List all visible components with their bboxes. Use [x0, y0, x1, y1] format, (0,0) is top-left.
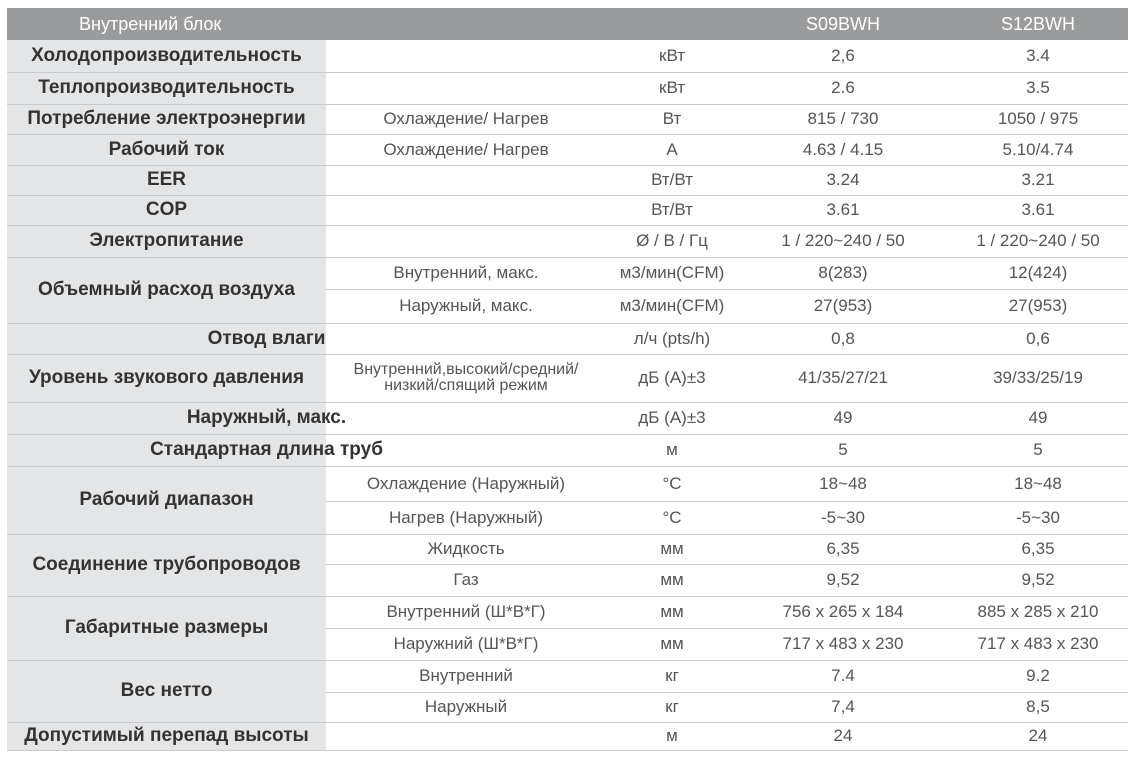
- row-param-label: Наружный, макс.: [186, 407, 347, 428]
- row-sub-label-line-1: Внутренний,высокий/средний/: [353, 361, 579, 378]
- row-value-model-2: 3.61: [1021, 200, 1055, 219]
- row-value-model-2: 5.10/4.74: [1002, 139, 1074, 159]
- row-value-model-1: 4.63 / 4.15: [802, 139, 884, 159]
- row-value-model-2: 39/33/25/19: [993, 368, 1083, 387]
- row-param-label: Электропитание: [89, 230, 244, 251]
- row-value-model-1: 18~48: [819, 473, 867, 493]
- model-2-header: S12BWH: [1000, 13, 1076, 34]
- row-param-label: Допустимый перепад высоты: [24, 725, 309, 746]
- row-value-model-1: 717 x 483 x 230: [782, 634, 904, 653]
- row-param-label: Уровень звукового давления: [28, 367, 305, 388]
- row-param-label: COP: [145, 199, 188, 220]
- row-value-model-1: 24: [833, 726, 853, 745]
- row-param-label: Вес нетто: [120, 680, 213, 701]
- row-value-model-1: 3.24: [826, 170, 860, 189]
- row-unit: мм: [660, 570, 684, 589]
- row-value-model-2: 885 x 285 x 210: [977, 602, 1099, 621]
- row-sub-label: Внутренний, макс.: [393, 263, 539, 282]
- row-value-model-2: 9.2: [1026, 666, 1050, 685]
- row-unit: м: [666, 440, 678, 459]
- row-value-model-2: 18~48: [1014, 473, 1062, 493]
- row-value-model-1: 7,4: [831, 697, 855, 716]
- row-sub-label: Жидкость: [427, 539, 505, 558]
- row-value-model-1: 3.61: [826, 200, 860, 219]
- row-unit: дБ (А)±3: [638, 408, 706, 427]
- row-unit: Вт/Вт: [651, 200, 693, 219]
- row-sub-label: Внутренний (Ш*В*Г): [386, 602, 546, 621]
- row-unit: кг: [665, 666, 679, 685]
- row-param-label: Рабочий диапазон: [79, 489, 254, 510]
- row-unit: л/ч (pts/h): [633, 328, 711, 348]
- row-unit: дБ (А)±3: [638, 368, 706, 387]
- row-unit: мм: [660, 602, 684, 621]
- row-unit: °C: [662, 473, 682, 493]
- row-value-model-1: 41/35/27/21: [798, 368, 888, 387]
- row-value-model-2: 3.4: [1026, 46, 1050, 65]
- row-sub-label: Наружный, макс.: [399, 296, 533, 315]
- row-value-model-2: 3.21: [1021, 170, 1055, 189]
- row-param-label: Потребление электроэнергии: [27, 108, 306, 129]
- row-value-model-2: 3.5: [1026, 78, 1050, 97]
- row-value-model-2: 27(953): [1008, 296, 1068, 315]
- row-unit: Ø / В / Гц: [636, 231, 708, 250]
- row-value-model-1: 6,35: [826, 539, 860, 558]
- row-value-model-1: -5~30: [821, 507, 865, 527]
- row-unit: м3/мин(CFM): [619, 296, 725, 315]
- row-value-model-2: 1050 / 975: [997, 109, 1079, 128]
- row-sub-label: Нагрев (Наружный): [388, 507, 544, 527]
- row-value-model-2: 0,6: [1026, 328, 1050, 348]
- row-unit: мм: [660, 634, 684, 653]
- row-value-model-2: 5: [1033, 440, 1043, 459]
- row-unit: кг: [665, 697, 679, 716]
- row-value-model-1: 756 x 265 x 184: [782, 602, 904, 621]
- row-sub-label: Охлаждение/ Нагрев: [383, 139, 549, 159]
- param-header: Внутренний блок: [79, 13, 222, 34]
- row-unit: м: [666, 726, 678, 745]
- row-param-label: Рабочий ток: [108, 138, 225, 160]
- row-sub-label: Внутренний: [419, 666, 513, 685]
- row-value-model-1: 27(953): [813, 296, 873, 315]
- row-sub-label: Наружний (Ш*В*Г): [393, 634, 539, 653]
- row-unit: кВт: [659, 46, 685, 65]
- row-value-model-1: 2.6: [831, 78, 855, 97]
- row-sub-label: Охлаждение (Наружный): [366, 473, 566, 493]
- row-sub-label: Охлаждение/ Нагрев: [383, 109, 549, 128]
- row-value-model-1: 7.4: [831, 666, 855, 685]
- row-unit: кВт: [659, 78, 685, 97]
- row-value-model-2: 8,5: [1026, 697, 1050, 716]
- row-value-model-1: 0,8: [831, 328, 855, 348]
- row-value-model-2: 12(424): [1008, 263, 1068, 282]
- row-param-label: Габаритные размеры: [64, 617, 269, 638]
- row-value-model-1: 9,52: [826, 570, 860, 589]
- row-param-label: Соединение трубопроводов: [32, 554, 301, 575]
- row-value-model-1: 2,6: [831, 46, 855, 65]
- row-sub-label-line-2: низкий/спящий режим: [384, 377, 548, 394]
- row-unit: °C: [662, 507, 682, 527]
- row-value-model-1: 8(283): [818, 263, 868, 282]
- row-value-model-2: 9,52: [1021, 570, 1055, 589]
- row-value-model-1: 5: [838, 440, 848, 459]
- row-sub-label: Наружный: [424, 697, 508, 716]
- row-value-model-2: 1 / 220~240 / 50: [976, 231, 1100, 250]
- row-param-label: Отвод влаги: [207, 327, 326, 349]
- row-param-label: Холодопроизводительность: [31, 45, 302, 66]
- row-value-model-2: 49: [1028, 408, 1048, 427]
- row-value-model-1: 1 / 220~240 / 50: [781, 231, 905, 250]
- row-value-model-2: 717 x 483 x 230: [977, 634, 1099, 653]
- row-value-model-1: 49: [833, 408, 853, 427]
- row-value-model-2: -5~30: [1016, 507, 1060, 527]
- row-unit: Вт: [662, 109, 682, 128]
- row-param-label: EER: [146, 169, 187, 190]
- row-value-model-2: 24: [1028, 726, 1048, 745]
- row-unit: мм: [660, 539, 684, 558]
- row-sub-label: [326, 354, 606, 402]
- model-1-header: S09BWH: [805, 13, 881, 34]
- row-unit: А: [666, 139, 678, 159]
- row-param-label: Стандартная длина труб: [150, 439, 383, 460]
- row-param-label: Теплопроизводительность: [38, 77, 295, 98]
- row-divider: [7, 750, 1128, 751]
- row-unit: Вт/Вт: [651, 170, 693, 189]
- row-sub-label: Газ: [453, 570, 479, 589]
- row-unit: м3/мин(CFM): [619, 263, 725, 282]
- row-value-model-1: 815 / 730: [807, 109, 879, 128]
- row-value-model-2: 6,35: [1021, 539, 1055, 558]
- row-param-label: Объемный расход воздуха: [38, 279, 295, 300]
